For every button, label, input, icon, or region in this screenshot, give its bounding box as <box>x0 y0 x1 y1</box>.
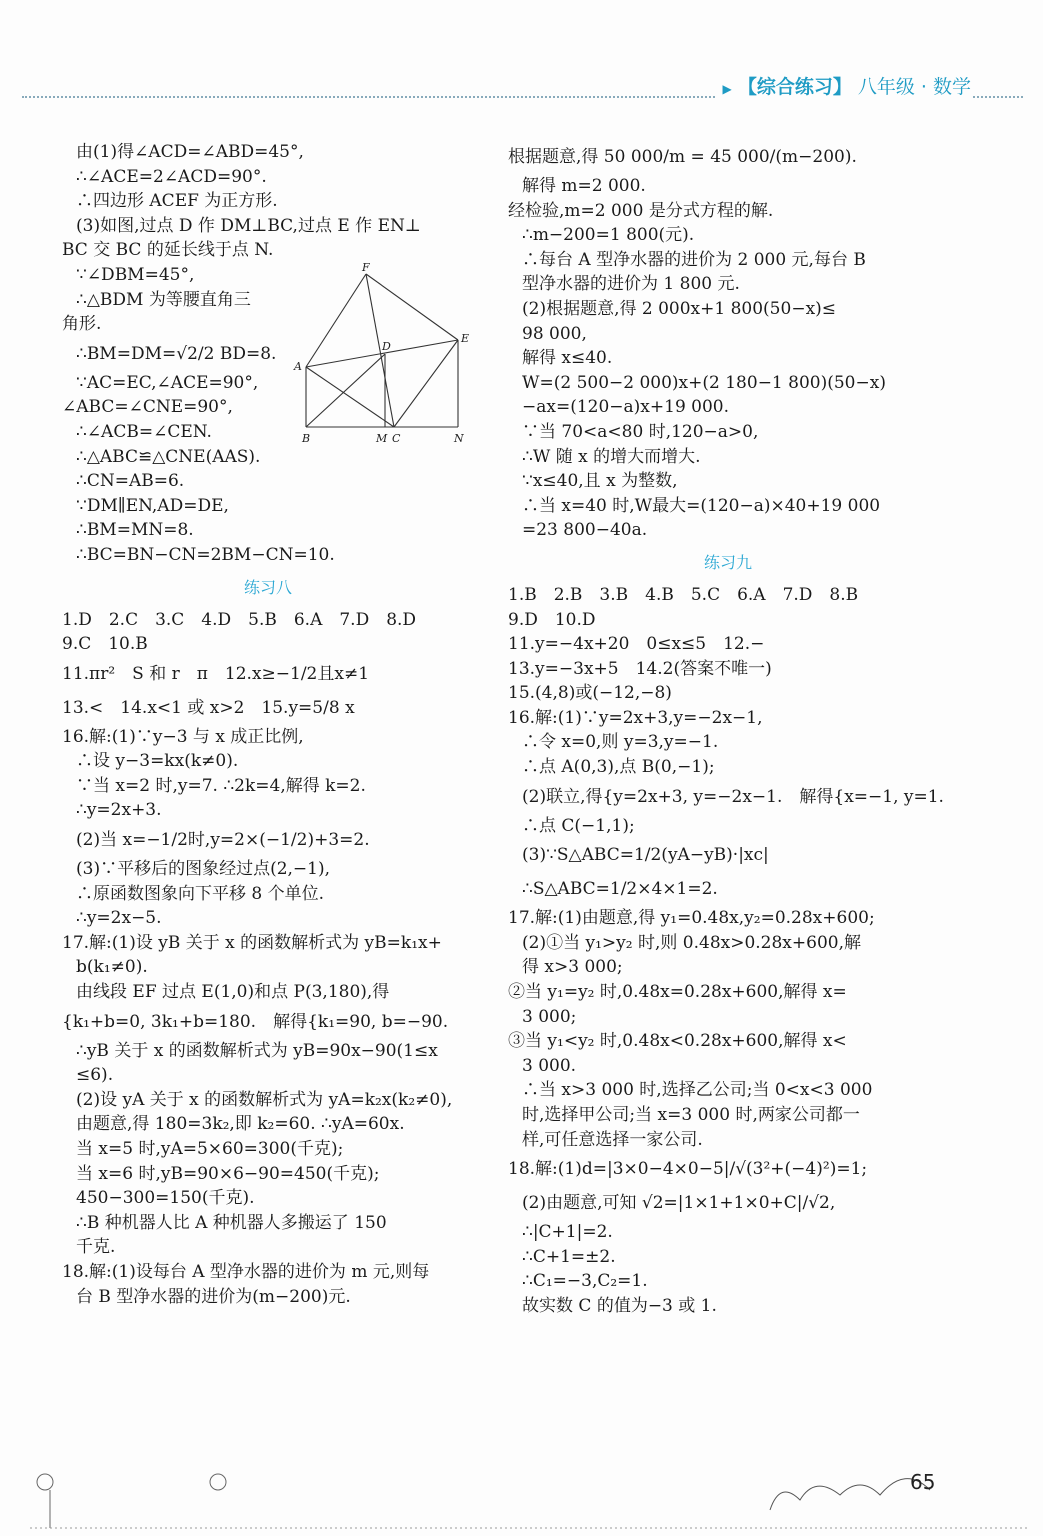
text-line: 13.< 14.x<1 或 x>2 15.y=5/8 x <box>62 697 355 718</box>
text-line: ∴点 C(−1,1); <box>522 815 635 836</box>
text-line: (2)联立,得{y=2x+3, y=−2x−1. 解得{x=−1, y=1. <box>522 786 944 807</box>
text-line: ≤6). <box>76 1065 114 1086</box>
text-line: ∴每台 A 型净水器的进价为 2 000 元,每台 B <box>522 249 866 270</box>
text-line: ③当 y₁<y₂ 时,0.48x<0.28x+600,解得 x< <box>508 1031 847 1052</box>
text-line: 得 x>3 000; <box>522 957 623 978</box>
text-line: 由(1)得∠ACD=∠ABD=45°, <box>76 142 304 162</box>
text-line: ∵∠DBM=45°, <box>76 264 195 285</box>
text-line: 17.解:(1)由题意,得 y₁=0.48x,y₂=0.28x+600; <box>508 908 875 929</box>
figure-point-label: M <box>376 432 388 445</box>
text-line: 经检验,m=2 000 是分式方程的解. <box>508 200 774 221</box>
text-line: 角形. <box>62 314 102 335</box>
header-arrow-icon: ▶ <box>722 82 732 96</box>
text-line: ∴C₁=−3,C₂=1. <box>522 1271 648 1292</box>
text-line: b(k₁≠0). <box>76 957 148 978</box>
text-line: ∴∠ACB=∠CEN. <box>76 421 212 442</box>
text-line: 16.解:(1)∵y−3 与 x 成正比例, <box>62 726 304 747</box>
text-line: 台 B 型净水器的进价为(m−200)元. <box>76 1286 351 1307</box>
text-line: ∴∠ACE=2∠ACD=90°. <box>76 166 267 187</box>
text-line: ∴yB 关于 x 的函数解析式为 yB=90x−90(1≤x <box>76 1040 438 1061</box>
text-line: ∴BC=BN−CN=2BM−CN=10. <box>76 544 335 565</box>
geometry-figure <box>288 262 478 447</box>
text-line: (2)根据题意,得 2 000x+1 800(50−x)≤ <box>522 298 837 319</box>
text-line: ∴CN=AB=6. <box>76 471 185 492</box>
text-line: (3)如图,过点 D 作 DM⊥BC,过点 E 作 EN⊥ <box>76 215 421 236</box>
text-line: 由题意,得 180=3k₂,即 k₂=60. ∴yA=60x. <box>76 1114 405 1135</box>
text-line: ②当 y₁=y₂ 时,0.48x=0.28x+600,解得 x= <box>508 982 847 1003</box>
text-line: ∴BM=MN=8. <box>76 520 194 541</box>
text-line: ∴原函数图象向下平移 8 个单位. <box>76 883 325 904</box>
text-line: 13.y=−3x+5 14.2(答案不唯一) <box>508 658 772 679</box>
text-line: (2)由题意,可知 √2=|1×1+1×0+C|/√2, <box>522 1193 836 1214</box>
text-line: ∴W 随 x 的增大而增大. <box>522 446 701 467</box>
text-line: ∵当 70<a<80 时,120−a>0, <box>522 421 759 442</box>
text-line: 解得 m=2 000. <box>522 176 646 196</box>
right-column <box>508 140 948 1319</box>
text-line: (3)∵S△ABC=1/2(yA−yB)·|xc| <box>522 845 769 866</box>
text-line: 时,选择甲公司;当 x=3 000 时,两家公司都一 <box>522 1105 860 1125</box>
geometry-figure-svg <box>288 262 478 447</box>
text-line: 1.B 2.B 3.B 4.B 5.C 6.A 7.D 8.B <box>508 584 859 605</box>
header-subtitle: 八年级 · 数学 <box>857 76 971 98</box>
text-line: (2)①当 y₁>y₂ 时,则 0.48x>0.28x+600,解 <box>522 932 861 953</box>
text-line: ∴BM=DM=√2/2 BD=8. <box>76 343 277 364</box>
text-line: 9.C 10.B <box>62 634 148 655</box>
text-line: (2)当 x=−1/2时,y=2×(−1/2)+3=2. <box>76 830 370 851</box>
text-line: ∵x≤40,且 x 为整数, <box>522 471 678 492</box>
text-line: ∵DM∥EN,AD=DE, <box>76 495 229 516</box>
text-line: 1.D 2.C 3.C 4.D 5.B 6.A 7.D 8.D <box>62 609 417 630</box>
text-line: 11.πr² S 和 r π 12.x≥−1/2且x≠1 <box>62 663 370 684</box>
text-line: 样,可任意选择一家公司. <box>522 1129 703 1150</box>
right-solution-lines <box>508 140 948 543</box>
text-line: −ax=(120−a)x+19 000. <box>522 397 730 418</box>
text-line: ∴点 A(0,3),点 B(0,−1); <box>522 757 715 778</box>
running-header <box>717 72 971 99</box>
section-9-title: 练习九 <box>703 552 752 572</box>
text-line: ∴当 x>3 000 时,选择乙公司;当 0<x<3 000 <box>522 1080 873 1101</box>
text-line: 18.解:(1)d=|3×0−4×0−5|/√(3²+(−4)²)=1; <box>508 1159 868 1180</box>
text-line: ∴S△ABC=1/2×4×1=2. <box>522 879 718 900</box>
text-line: 98 000, <box>522 323 587 344</box>
text-line: ∴B 种机器人比 A 种机器人多搬运了 150 <box>76 1212 387 1233</box>
text-line: 当 x=6 时,yB=90×6−90=450(千克); <box>76 1163 380 1184</box>
text-line: ∴m−200=1 800(元). <box>522 225 695 246</box>
text-line: 450−300=150(千克). <box>76 1188 255 1209</box>
text-line: 型净水器的进价为 1 800 元. <box>522 274 740 295</box>
section-9-lines <box>508 583 948 1319</box>
text-line: ∴C+1=±2. <box>522 1246 616 1267</box>
text-line: ∠ABC=∠CNE=90°, <box>62 397 233 418</box>
text-line: 17.解:(1)设 yB 关于 x 的函数解析式为 yB=k₁x+ <box>62 932 442 953</box>
header-section-tag: 【综合练习】 <box>737 76 852 98</box>
text-line: 11.y=−4x+20 0≤x≤5 12.− <box>508 634 765 655</box>
figure-point-label: E <box>461 332 470 345</box>
text-line: (3)∵平移后的图象经过点(2,−1), <box>76 859 331 880</box>
figure-point-label: D <box>382 340 391 353</box>
text-line: ∴设 y−3=kx(k≠0). <box>76 751 239 772</box>
text-line: ∴y=2x+3. <box>76 800 162 821</box>
text-line: ∵AC=EC,∠ACE=90°, <box>76 372 259 393</box>
text-line: ∵当 x=2 时,y=7. ∴2k=4,解得 k=2. <box>76 775 366 796</box>
text-line: 当 x=5 时,yA=5×60=300(千克); <box>76 1139 344 1159</box>
text-line: 解得 x≤40. <box>522 348 613 369</box>
text-line: ∴令 x=0,则 y=3,y=−1. <box>522 732 719 753</box>
figure-point-label: F <box>362 262 370 274</box>
text-line: 故实数 C 的值为−3 或 1. <box>522 1295 717 1316</box>
figure-point-label: A <box>294 360 302 373</box>
text-line: 根据题意,得 50 000/m = 45 000/(m−200). <box>508 147 857 167</box>
text-line: 18.解:(1)设每台 A 型净水器的进价为 m 元,则每 <box>62 1261 430 1282</box>
text-line: ∴|C+1|=2. <box>522 1222 613 1243</box>
text-line: 千克. <box>76 1237 116 1258</box>
figure-point-label: N <box>454 432 464 445</box>
text-line: 16.解:(1)∵y=2x+3,y=−2x−1, <box>508 707 763 728</box>
text-line: ∴四边形 ACEF 为正方形. <box>76 191 278 212</box>
text-line: =23 800−40a. <box>522 520 648 541</box>
footer-decoration <box>30 1470 1030 1530</box>
text-line: 9.D 10.D <box>508 609 596 630</box>
section-8-title: 练习八 <box>243 577 292 597</box>
text-line: 3 000. <box>522 1055 577 1076</box>
text-line: ∴当 x=40 时,W最大=(120−a)×40+19 000 <box>522 495 881 516</box>
text-line: W=(2 500−2 000)x+(2 180−1 800)(50−x) <box>522 372 886 393</box>
text-line: {k₁+b=0, 3k₁+b=180. 解得{k₁=90, b=−90. <box>62 1011 449 1032</box>
text-line: 3 000; <box>522 1006 577 1027</box>
figure-point-label: C <box>392 432 401 445</box>
text-line: ∴△ABC≌△CNE(AAS). <box>76 446 261 467</box>
section-8-lines <box>62 608 474 1310</box>
figure-point-label: B <box>302 432 311 445</box>
text-line: ∴y=2x−5. <box>76 908 162 929</box>
text-line: ∴△BDM 为等腰直角三 <box>76 289 251 310</box>
page-number: 65 <box>910 1470 936 1494</box>
text-line: 由线段 EF 过点 E(1,0)和点 P(3,180),得 <box>76 982 390 1003</box>
text-line: (2)设 yA 关于 x 的函数解析式为 yA=k₂x(k₂≠0), <box>76 1089 453 1110</box>
text-line: BC 交 BC 的延长线于点 N. <box>62 240 274 261</box>
text-line: 15.(4,8)或(−12,−8) <box>508 683 672 704</box>
